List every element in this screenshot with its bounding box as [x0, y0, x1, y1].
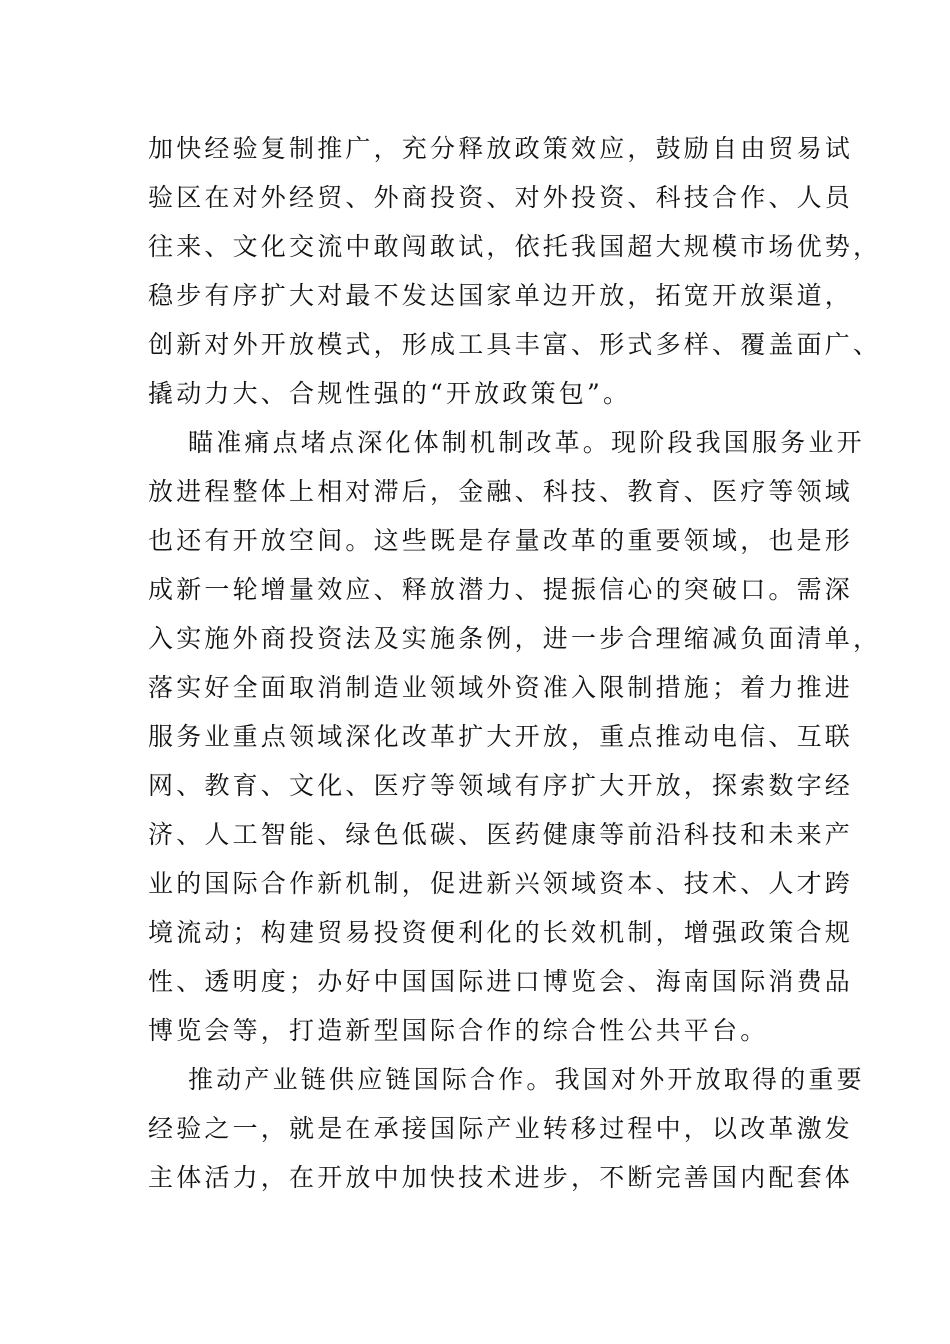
document-body	[148, 124, 882, 1202]
text-line: 撬动力大、合规性强的“开放政策包”。	[148, 379, 632, 408]
text-line: 境流动；构建贸易投资便利化的长效机制，增强政策合规	[148, 918, 854, 947]
text-line: 落实好全面取消制造业领域外资准入限制措施；着力推进	[148, 673, 854, 702]
text-line: 性、透明度；办好中国国际进口博览会、海南国际消费品	[148, 967, 854, 996]
text-line: 也还有开放空间。这些既是存量改革的重要领域，也是形	[148, 526, 854, 555]
text-line: 推动产业链供应链国际合作。我国对外开放取得的重要	[188, 1065, 865, 1094]
paragraph-opening-policy	[148, 124, 882, 418]
text-line: 济、人工智能、绿色低碳、医药健康等前沿科技和未来产	[148, 820, 854, 849]
text-line: 服务业重点领域深化改革扩大开放，重点推动电信、互联	[148, 722, 854, 751]
paragraph-institutional-reform	[148, 418, 882, 1055]
text-line: 网、教育、文化、医疗等领域有序扩大开放，探索数字经	[148, 771, 854, 800]
text-line: 稳步有序扩大对最不发达国家单边开放，拓宽开放渠道，	[148, 281, 854, 310]
text-line: 业的国际合作新机制，促进新兴领域资本、技术、人才跨	[148, 869, 854, 898]
text-line: 成新一轮增量效应、释放潜力、提振信心的突破口。需深	[148, 575, 854, 604]
paragraph-supply-chain-cooperation	[148, 1055, 865, 1202]
text-line: 往来、文化交流中敢闯敢试，依托我国超大规模市场优势，	[148, 232, 882, 261]
text-line: 瞄准痛点堵点深化体制机制改革。现阶段我国服务业开	[188, 428, 865, 457]
text-line: 放进程整体上相对滞后，金融、科技、教育、医疗等领域	[148, 477, 854, 506]
text-line: 博览会等，打造新型国际合作的综合性公共平台。	[148, 1016, 769, 1045]
text-line: 加快经验复制推广，充分释放政策效应，鼓励自由贸易试	[148, 134, 854, 163]
text-line: 入实施外商投资法及实施条例，进一步合理缩减负面清单，	[148, 624, 882, 653]
text-line: 验区在对外经贸、外商投资、对外投资、科技合作、人员	[148, 183, 854, 212]
text-line: 经验之一，就是在承接国际产业转移过程中，以改革激发	[148, 1114, 854, 1143]
text-line: 主体活力，在开放中加快技术进步，不断完善国内配套体	[148, 1163, 854, 1192]
text-line: 创新对外开放模式，形成工具丰富、形式多样、覆盖面广、	[148, 330, 882, 359]
